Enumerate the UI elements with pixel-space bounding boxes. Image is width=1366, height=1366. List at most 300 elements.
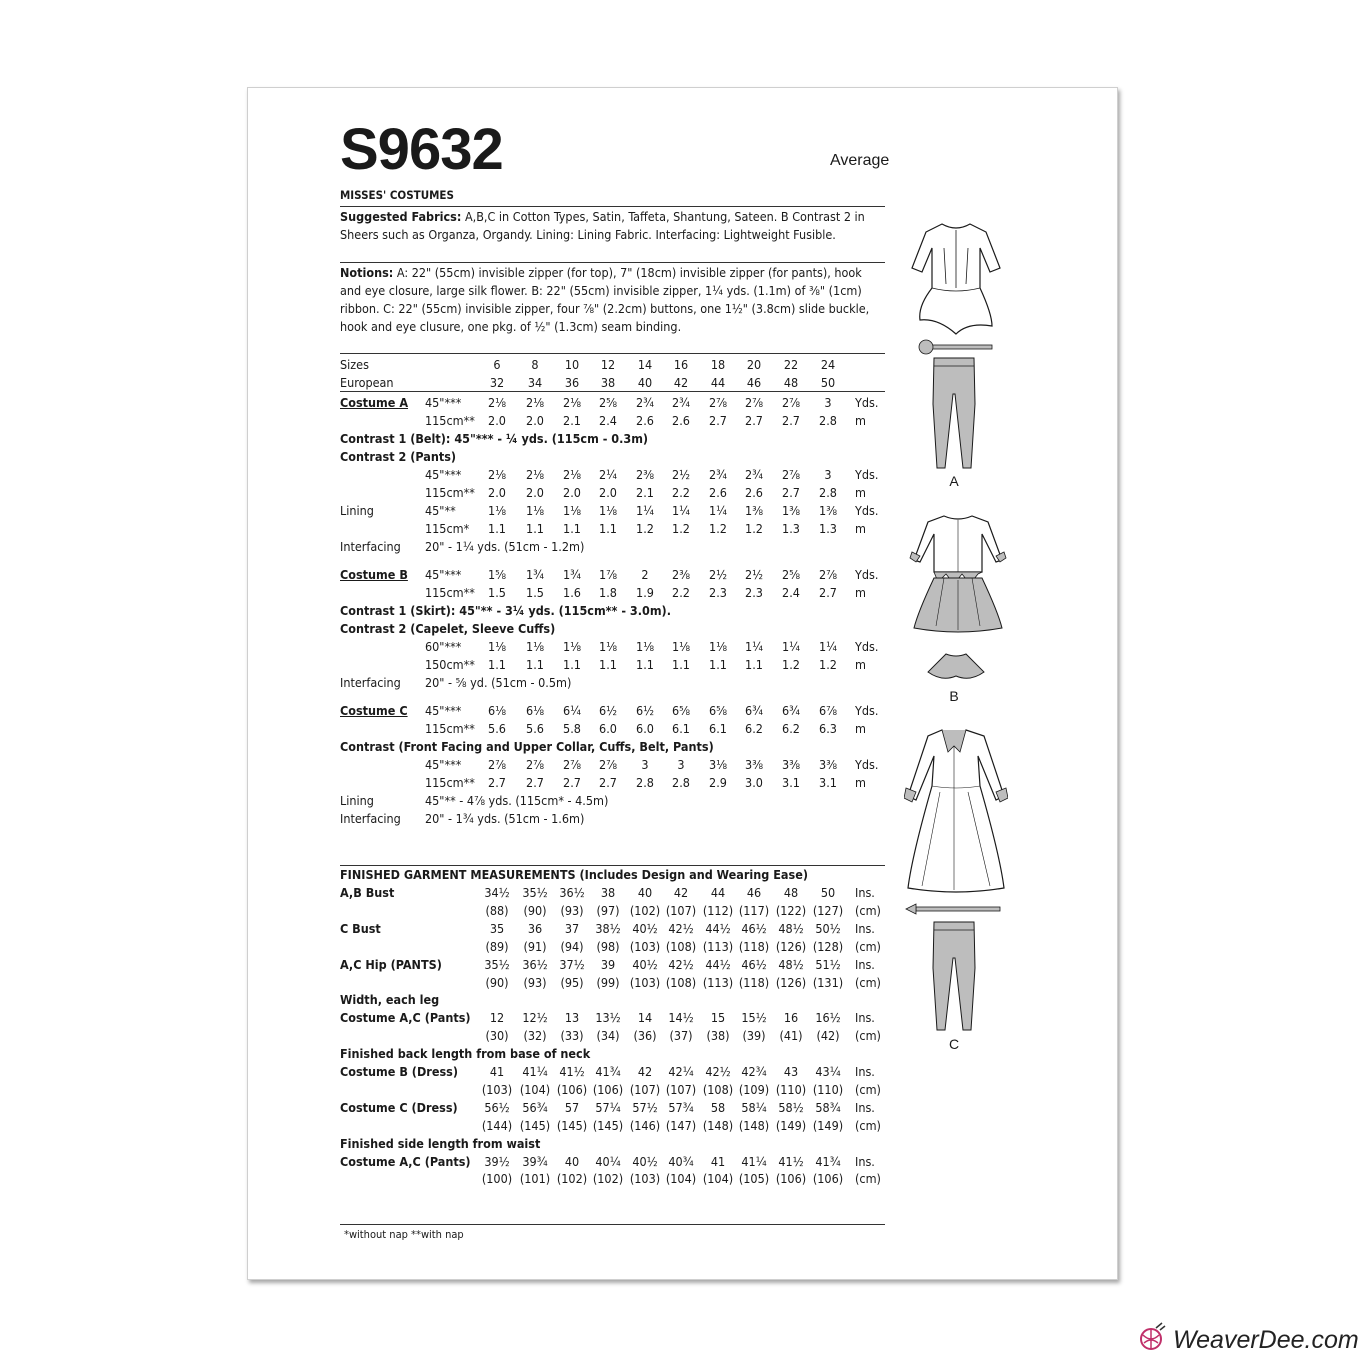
yardage-cell: 6½ bbox=[635, 703, 655, 718]
yardage-row bbox=[340, 657, 885, 675]
fabric-width: 115cm* bbox=[425, 521, 470, 536]
yardage-cell: 6⅝ bbox=[708, 703, 728, 718]
yardage-cell: 1⅛ bbox=[671, 639, 691, 654]
yardage-row bbox=[340, 449, 885, 467]
figure-b-dress-drawing bbox=[908, 512, 1008, 636]
unit: (cm) bbox=[855, 902, 881, 918]
yardage-cell: 1.1 bbox=[599, 521, 617, 536]
notions-paragraph: Notions: A: 22" (55cm) invisible zipper (for top), 7" (18cm) invisible zipper (for pants), hook and eye closure, large silk flower. B: 22" (55cm) invisible zipper, 1¼ yds. (1.1m) of ⅜" (1cm) ribbon. C: 22" (55cm) invisible zipper, four ⅞" (2.2cm) buttons, one 1½" (3.8cm) slide buckle, hook and eye clusure, one pkg. of ½" (1.3cm) seam binding. bbox=[340, 265, 870, 334]
size-cell: 34 bbox=[527, 375, 543, 390]
yardage-cell: 2 bbox=[641, 567, 649, 582]
measurement-cell: (108) bbox=[665, 938, 697, 954]
measurement-cell: (131) bbox=[812, 974, 844, 990]
yardage-cell: 6.3 bbox=[819, 721, 837, 736]
measurement-cell: 56½ bbox=[484, 1099, 510, 1115]
unit: m bbox=[855, 585, 866, 600]
yardage-cell: 6⅛ bbox=[525, 703, 545, 718]
yardage-cell: 6.1 bbox=[709, 721, 727, 736]
yardage-row bbox=[340, 621, 885, 639]
row-note: 45"** - 4⅞ yds. (115cm* - 4.5m) bbox=[425, 793, 609, 808]
yardage-cell: 1.1 bbox=[745, 657, 763, 672]
measurement-cell: (107) bbox=[665, 902, 697, 918]
measurement-cell: 16½ bbox=[815, 1010, 841, 1026]
measurement-cell: (89) bbox=[485, 938, 509, 954]
measurement-cell: 50 bbox=[820, 885, 836, 900]
unit: Ins. bbox=[855, 1153, 875, 1169]
yardage-cell: 2.4 bbox=[599, 413, 617, 428]
measurement-cell: (33) bbox=[560, 1028, 584, 1044]
measurement-cell: 46½ bbox=[741, 920, 767, 936]
yardage-cell: 2.6 bbox=[672, 413, 690, 428]
yardage-cell: 1⅛ bbox=[525, 503, 545, 518]
size-cell: 42 bbox=[673, 375, 689, 390]
measurement-cell: (104) bbox=[702, 1171, 734, 1187]
measurement-cell: (41) bbox=[779, 1028, 803, 1044]
measurement-cell: 36 bbox=[527, 920, 543, 936]
yardage-cell: 2⅛ bbox=[562, 467, 582, 482]
unit: (cm) bbox=[855, 938, 881, 954]
yardage-cell: 2.7 bbox=[599, 775, 617, 790]
figure-c-dress-drawing bbox=[904, 726, 1008, 896]
yardage-row bbox=[340, 703, 885, 721]
yardage-cell: 2.0 bbox=[599, 485, 617, 500]
fabric-width: 115cm** bbox=[425, 775, 475, 790]
measurement-cell: 48½ bbox=[778, 920, 804, 936]
yardage-cell: 2.8 bbox=[819, 413, 837, 428]
yardage-cell: 2⅞ bbox=[818, 567, 838, 582]
measurement-cell: (39) bbox=[742, 1028, 766, 1044]
yardage-cell: 2¼ bbox=[598, 467, 618, 482]
yardage-cell: 2.7 bbox=[782, 413, 800, 428]
measurement-cell: (118) bbox=[738, 938, 770, 954]
measurement-cell: (104) bbox=[519, 1081, 551, 1097]
unit: m bbox=[855, 775, 866, 790]
yardage-cell: 2.9 bbox=[709, 775, 727, 790]
row-label: Interfacing bbox=[340, 811, 401, 826]
measurement-cell: 38 bbox=[600, 885, 616, 900]
unit: (cm) bbox=[855, 1171, 881, 1187]
measurement-cell: 35½ bbox=[522, 885, 548, 900]
row-label: European bbox=[340, 375, 394, 390]
sizes-row bbox=[340, 357, 885, 375]
yardage-cell: 6⅛ bbox=[487, 703, 507, 718]
yardage-cell: 2.7 bbox=[488, 775, 506, 790]
measurement-cell: 42¾ bbox=[741, 1064, 767, 1079]
row-label: C Bust bbox=[340, 920, 381, 936]
measurement-cell: 58¾ bbox=[815, 1099, 841, 1115]
yardage-cell: 6.0 bbox=[599, 721, 617, 736]
unit: (cm) bbox=[855, 1081, 881, 1097]
yardage-cell: 6¾ bbox=[781, 703, 801, 718]
measurement-row bbox=[340, 921, 885, 939]
yardage-cell: 1⅞ bbox=[598, 567, 618, 582]
yardage-cell: 2⅞ bbox=[525, 757, 545, 772]
yardage-cell: 2⅞ bbox=[487, 757, 507, 772]
unit: Yds. bbox=[855, 467, 879, 482]
unit: Ins. bbox=[855, 1010, 875, 1026]
measurement-cell: 35 bbox=[489, 920, 505, 936]
row-label: Contrast (Front Facing and Upper Collar, Cuffs, Belt, Pants) bbox=[340, 739, 714, 754]
measurement-cell: (30) bbox=[485, 1028, 509, 1044]
rule bbox=[340, 1224, 885, 1225]
measurement-cell: 42½ bbox=[668, 956, 694, 972]
unit: Yds. bbox=[855, 703, 879, 718]
unit: m bbox=[855, 521, 866, 536]
fabric-width: 45"*** bbox=[425, 395, 462, 410]
measurement-cell: 13½ bbox=[595, 1010, 621, 1026]
measurement-cell: 39¾ bbox=[522, 1153, 548, 1169]
size-cell: 48 bbox=[783, 375, 799, 390]
row-label: Sizes bbox=[340, 357, 369, 372]
measurement-cell: (107) bbox=[629, 1081, 661, 1097]
size-cell: 40 bbox=[637, 375, 653, 390]
measurement-cell: (117) bbox=[738, 902, 770, 918]
yardage-cell: 2.4 bbox=[782, 585, 800, 600]
yardage-cell: 2⅛ bbox=[525, 395, 545, 410]
yardage-cell: 2.6 bbox=[709, 485, 727, 500]
yardage-cell: 2⅜ bbox=[635, 467, 655, 482]
yardage-cell: 1.1 bbox=[636, 657, 654, 672]
measurement-cell: (95) bbox=[560, 974, 584, 990]
measurement-cell: (146) bbox=[629, 1117, 661, 1133]
size-cell: 36 bbox=[564, 375, 580, 390]
row-note: 20" - 1¾ yds. (51cm - 1.6m) bbox=[425, 811, 585, 826]
yardage-cell: 2⅞ bbox=[781, 467, 801, 482]
row-label: Lining bbox=[340, 503, 374, 518]
row-note: 20" - ⅝ yd. (51cm - 0.5m) bbox=[425, 675, 572, 690]
yardage-cell: 6.2 bbox=[745, 721, 763, 736]
measurement-cell: (122) bbox=[775, 902, 807, 918]
yardage-cell: 1¼ bbox=[744, 639, 764, 654]
row-label: Contrast 1 (Skirt): 45"** - 3¼ yds. (115cm** - 3.0m). bbox=[340, 603, 671, 618]
fabric-width: 45"** bbox=[425, 503, 456, 518]
yardage-cell: 1¼ bbox=[818, 639, 838, 654]
yardage-row bbox=[340, 413, 885, 431]
yardage-cell: 6.2 bbox=[782, 721, 800, 736]
yardage-cell: 3⅛ bbox=[708, 757, 728, 772]
measurement-cell: 14½ bbox=[668, 1010, 694, 1026]
measurement-cell: (102) bbox=[629, 902, 661, 918]
measurement-cell: 36½ bbox=[522, 956, 548, 972]
figure-c-pants-drawing bbox=[931, 918, 977, 1034]
row-label: Finished side length from waist bbox=[340, 1135, 541, 1151]
measurement-cell: 35½ bbox=[484, 956, 510, 972]
measurement-cell: 40¼ bbox=[595, 1153, 621, 1169]
yardage-cell: 2.8 bbox=[636, 775, 654, 790]
yardage-row bbox=[340, 467, 885, 485]
yardage-cell: 1⅜ bbox=[818, 503, 838, 518]
yardage-cell: 1¾ bbox=[525, 567, 545, 582]
unit: Ins. bbox=[855, 1099, 875, 1115]
yardage-cell: 1.1 bbox=[599, 657, 617, 672]
figure-b-capelet-drawing bbox=[926, 650, 986, 682]
yardage-cell: 3.0 bbox=[745, 775, 763, 790]
yardage-row bbox=[340, 395, 885, 413]
yardage-cell: 2¾ bbox=[671, 395, 691, 410]
rule bbox=[340, 865, 885, 866]
row-label: A,B Bust bbox=[340, 885, 395, 900]
yardage-cell: 2½ bbox=[708, 567, 728, 582]
yardage-cell: 2¾ bbox=[744, 467, 764, 482]
size-cell: 20 bbox=[746, 357, 762, 372]
yardage-cell: 3⅜ bbox=[818, 757, 838, 772]
measurement-cell: (147) bbox=[665, 1117, 697, 1133]
unit: Yds. bbox=[855, 757, 879, 772]
measurements-title: FINISHED GARMENT MEASUREMENTS (Includes Design and Wearing Ease) bbox=[340, 867, 808, 882]
measurement-cell: 41½ bbox=[778, 1153, 804, 1169]
measurement-cell: (102) bbox=[592, 1171, 624, 1187]
yardage-cell: 5.6 bbox=[488, 721, 506, 736]
measurement-cell: (93) bbox=[523, 974, 547, 990]
measurement-cell: (91) bbox=[523, 938, 547, 954]
measurement-cell: 58½ bbox=[778, 1099, 804, 1115]
yardage-cell: 2⅜ bbox=[671, 567, 691, 582]
measurement-cell: (97) bbox=[596, 902, 620, 918]
row-label: Costume B bbox=[340, 567, 408, 582]
measurement-cell: 44½ bbox=[705, 956, 731, 972]
yardage-cell: 2.0 bbox=[563, 485, 581, 500]
measurement-row bbox=[340, 1118, 885, 1136]
measurement-cell: 37½ bbox=[559, 956, 585, 972]
yardage-cell: 2¾ bbox=[708, 467, 728, 482]
yardage-cell: 3.1 bbox=[819, 775, 837, 790]
subtitle: MISSES' COSTUMES bbox=[340, 188, 454, 202]
measurement-cell: (103) bbox=[629, 1171, 661, 1187]
yardage-cell: 6¼ bbox=[562, 703, 582, 718]
yardage-cell: 2⅛ bbox=[487, 467, 507, 482]
yardage-row bbox=[340, 639, 885, 657]
measurement-cell: (112) bbox=[702, 902, 734, 918]
yardage-cell: 1.1 bbox=[526, 657, 544, 672]
measurement-cell: (94) bbox=[560, 938, 584, 954]
row-label: Interfacing bbox=[340, 539, 401, 554]
unit: Yds. bbox=[855, 503, 879, 518]
yardage-cell: 1⅛ bbox=[635, 639, 655, 654]
yardage-cell: 1⅛ bbox=[598, 503, 618, 518]
measurement-cell: (126) bbox=[775, 974, 807, 990]
yardage-row bbox=[340, 675, 885, 693]
yardage-cell: 2.7 bbox=[745, 413, 763, 428]
yardage-cell: 1.2 bbox=[709, 521, 727, 536]
measurement-cell: 40 bbox=[637, 885, 653, 900]
measurement-row bbox=[340, 1154, 885, 1172]
row-label: Width, each leg bbox=[340, 992, 440, 1008]
yardage-cell: 1.1 bbox=[672, 657, 690, 672]
measurement-cell: 57¾ bbox=[668, 1099, 694, 1115]
yardage-cell: 1¼ bbox=[781, 639, 801, 654]
yardage-cell: 2½ bbox=[744, 567, 764, 582]
yardage-cell: 2.8 bbox=[819, 485, 837, 500]
measurement-cell: (145) bbox=[519, 1117, 551, 1133]
yardage-cell: 6¾ bbox=[744, 703, 764, 718]
measurement-row bbox=[340, 1010, 885, 1028]
measurement-cell: (118) bbox=[738, 974, 770, 990]
measurement-cell: (101) bbox=[519, 1171, 551, 1187]
measurement-cell: (126) bbox=[775, 938, 807, 954]
yardage-cell: 3 bbox=[824, 395, 832, 410]
measurement-cell: 38½ bbox=[595, 920, 621, 936]
yardage-cell: 1.1 bbox=[526, 521, 544, 536]
measurement-cell: 51½ bbox=[815, 956, 841, 972]
fabric-width: 45"*** bbox=[425, 467, 462, 482]
yardage-cell: 2.0 bbox=[488, 413, 506, 428]
yardage-cell: 2.7 bbox=[819, 585, 837, 600]
yardage-row bbox=[340, 485, 885, 503]
yardage-cell: 1.2 bbox=[636, 521, 654, 536]
measurement-cell: 41 bbox=[489, 1064, 505, 1079]
yardage-cell: 1⅛ bbox=[525, 639, 545, 654]
measurement-row bbox=[340, 1046, 885, 1064]
measurement-cell: (148) bbox=[738, 1117, 770, 1133]
figure-b-label: B bbox=[949, 688, 959, 704]
yardage-cell: 2.7 bbox=[782, 485, 800, 500]
measurement-cell: 40½ bbox=[632, 956, 658, 972]
measurement-cell: (110) bbox=[775, 1081, 807, 1097]
yardage-cell: 5.8 bbox=[563, 721, 581, 736]
yardage-row bbox=[340, 603, 885, 621]
unit: m bbox=[855, 657, 866, 672]
unit: m bbox=[855, 485, 866, 500]
measurement-cell: 41¾ bbox=[815, 1153, 841, 1169]
fabric-width: 115cm** bbox=[425, 721, 475, 736]
yardage-cell: 2⅞ bbox=[708, 395, 728, 410]
measurement-cell: 40½ bbox=[632, 1153, 658, 1169]
yardage-cell: 2.2 bbox=[672, 485, 690, 500]
measurement-cell: (90) bbox=[485, 974, 509, 990]
yardage-cell: 2.7 bbox=[526, 775, 544, 790]
row-label: Costume B (Dress) bbox=[340, 1064, 458, 1079]
yardage-cell: 3⅜ bbox=[744, 757, 764, 772]
pattern-code: S9632 bbox=[340, 117, 503, 182]
measurement-cell: (32) bbox=[523, 1028, 547, 1044]
row-label: A,C Hip (PANTS) bbox=[340, 956, 442, 972]
size-cell: 32 bbox=[489, 375, 505, 390]
yardage-cell: 3.1 bbox=[782, 775, 800, 790]
yardage-row bbox=[340, 757, 885, 775]
yardage-cell: 1⅜ bbox=[744, 503, 764, 518]
measurement-cell: (100) bbox=[481, 1171, 513, 1187]
measurement-row bbox=[340, 1171, 885, 1189]
yardage-cell: 6⅝ bbox=[671, 703, 691, 718]
fabric-width: 115cm** bbox=[425, 485, 475, 500]
measurement-cell: (144) bbox=[481, 1117, 513, 1133]
yardage-row bbox=[340, 567, 885, 585]
unit: (cm) bbox=[855, 974, 881, 990]
yardage-cell: 1.1 bbox=[563, 521, 581, 536]
measurement-row bbox=[340, 1082, 885, 1100]
measurement-cell: 48 bbox=[783, 885, 799, 900]
measurement-cell: (93) bbox=[560, 902, 584, 918]
measurement-cell: 41¼ bbox=[522, 1064, 548, 1079]
yardage-row bbox=[340, 539, 885, 557]
size-cell: 22 bbox=[783, 357, 799, 372]
yardage-cell: 2.7 bbox=[563, 775, 581, 790]
unit: (cm) bbox=[855, 1028, 881, 1044]
fabric-width: 45"*** bbox=[425, 757, 462, 772]
yardage-cell: 3 bbox=[641, 757, 649, 772]
rule bbox=[340, 353, 885, 354]
measurement-cell: (127) bbox=[812, 902, 844, 918]
yardage-cell: 2⅞ bbox=[598, 757, 618, 772]
measurement-cell: (106) bbox=[812, 1171, 844, 1187]
yardage-cell: 2⅝ bbox=[598, 395, 618, 410]
measurement-cell: (38) bbox=[706, 1028, 730, 1044]
fabric-width: 150cm** bbox=[425, 657, 475, 672]
unit: Ins. bbox=[855, 920, 875, 936]
measurement-cell: 39 bbox=[600, 956, 616, 972]
row-note: 20" - 1¼ yds. (51cm - 1.2m) bbox=[425, 539, 585, 554]
measurement-cell: 34½ bbox=[484, 885, 510, 900]
yardage-cell: 6.0 bbox=[636, 721, 654, 736]
unit: Ins. bbox=[855, 956, 875, 972]
yardage-cell: 2⅞ bbox=[562, 757, 582, 772]
yardage-cell: 1¾ bbox=[562, 567, 582, 582]
measurement-cell: (113) bbox=[702, 938, 734, 954]
measurement-row bbox=[340, 1136, 885, 1154]
yardage-cell: 1.3 bbox=[819, 521, 837, 536]
yardage-cell: 2.2 bbox=[672, 585, 690, 600]
yardage-cell: 1.6 bbox=[563, 585, 581, 600]
rule bbox=[340, 206, 885, 207]
measurement-cell: 43 bbox=[783, 1064, 799, 1079]
size-cell: 16 bbox=[673, 357, 689, 372]
row-label: Interfacing bbox=[340, 675, 401, 690]
row-label: Costume A,C (Pants) bbox=[340, 1010, 471, 1026]
measurement-row bbox=[340, 957, 885, 975]
measurement-cell: (109) bbox=[738, 1081, 770, 1097]
row-label: Contrast 2 (Capelet, Sleeve Cuffs) bbox=[340, 621, 556, 636]
yardage-cell: 2⅛ bbox=[525, 467, 545, 482]
measurement-cell: 41¾ bbox=[595, 1064, 621, 1079]
yardage-cell: 1⅛ bbox=[598, 639, 618, 654]
measurement-cell: 42 bbox=[673, 885, 689, 900]
measurement-cell: 12½ bbox=[522, 1010, 548, 1026]
measurement-cell: (90) bbox=[523, 902, 547, 918]
yardage-cell: 2.3 bbox=[745, 585, 763, 600]
yardage-cell: 2.1 bbox=[636, 485, 654, 500]
yardage-row bbox=[340, 775, 885, 793]
yardage-cell: 1.1 bbox=[488, 657, 506, 672]
unit: m bbox=[855, 721, 866, 736]
measurement-cell: (108) bbox=[665, 974, 697, 990]
fabric-width: 45"*** bbox=[425, 703, 462, 718]
measurement-cell: 15 bbox=[710, 1010, 726, 1026]
measurement-cell: 16 bbox=[783, 1010, 799, 1026]
yardage-cell: 1.2 bbox=[782, 657, 800, 672]
measurement-cell: (42) bbox=[816, 1028, 840, 1044]
measurement-cell: (113) bbox=[702, 974, 734, 990]
yardage-cell: 6⅞ bbox=[818, 703, 838, 718]
row-label: Costume C (Dress) bbox=[340, 1099, 458, 1115]
measurement-cell: 15½ bbox=[741, 1010, 767, 1026]
yardage-cell: 1¼ bbox=[635, 503, 655, 518]
size-cell: 24 bbox=[820, 357, 836, 372]
measurement-cell: 57 bbox=[564, 1099, 580, 1115]
row-label: Costume C bbox=[340, 703, 408, 718]
size-cell: 14 bbox=[637, 357, 653, 372]
measurement-row bbox=[340, 885, 885, 903]
measurement-cell: (106) bbox=[775, 1171, 807, 1187]
measurement-cell: (128) bbox=[812, 938, 844, 954]
yardage-cell: 2½ bbox=[671, 467, 691, 482]
unit: Yds. bbox=[855, 639, 879, 654]
measurement-cell: 37 bbox=[564, 920, 580, 936]
measurement-cell: 56¾ bbox=[522, 1099, 548, 1115]
measurement-cell: (103) bbox=[481, 1081, 513, 1097]
measurement-cell: 40 bbox=[564, 1153, 580, 1169]
measurement-cell: (98) bbox=[596, 938, 620, 954]
pattern-back-sheet bbox=[247, 87, 1118, 1280]
